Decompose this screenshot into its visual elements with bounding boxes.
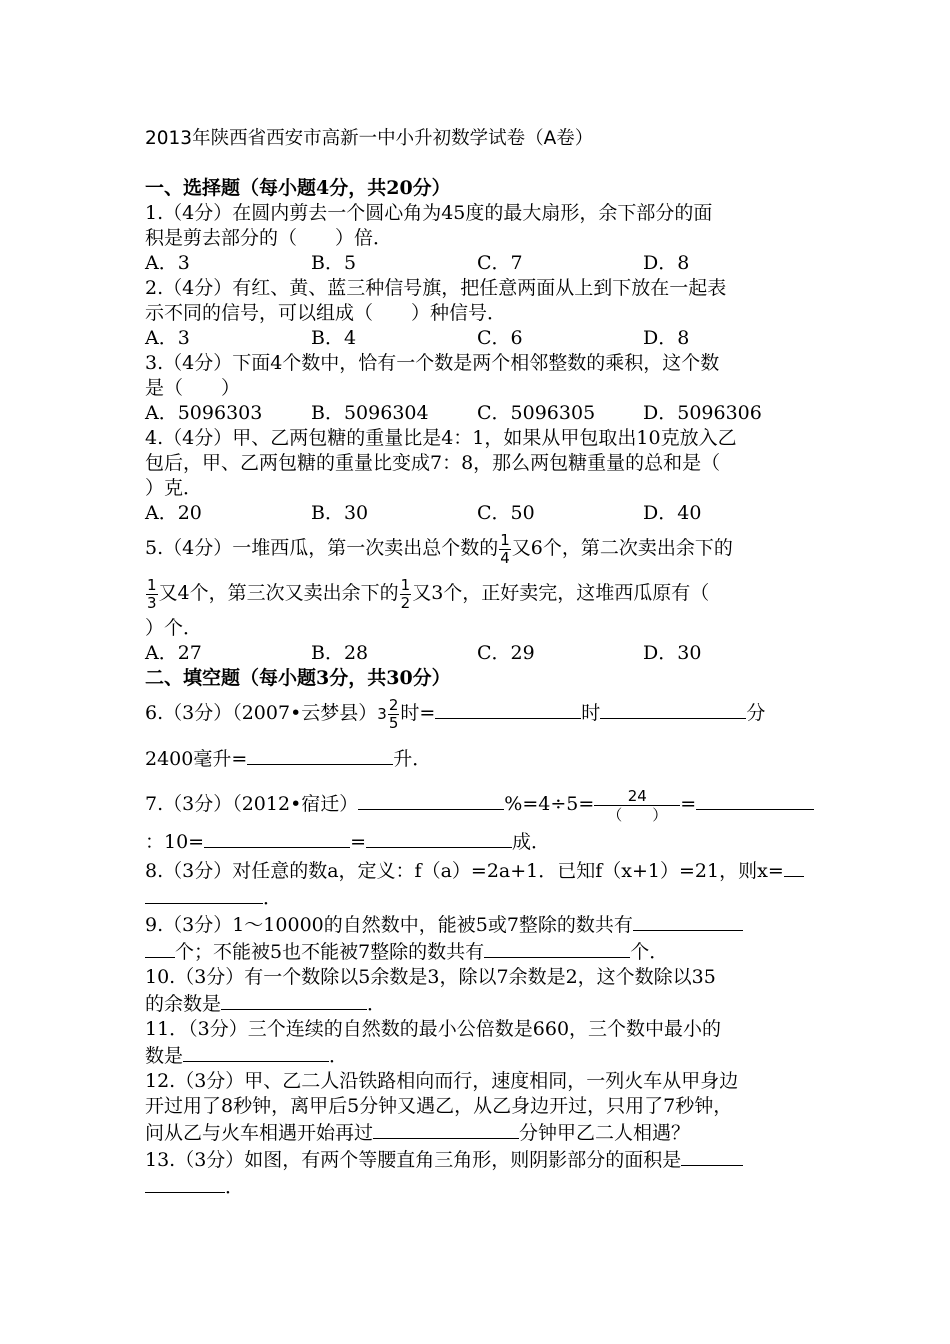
text-segment: ． (263, 887, 283, 909)
option-b: B．28 (311, 642, 369, 664)
page-title: 2013年陕西省西安市高新一中小升初数学试卷（A卷） (145, 128, 594, 149)
text-segment: 13.（3分）如图，有两个等腰直角三角形，则阴影部分的面积是 (145, 1149, 682, 1171)
question-text: 开过用了8秒钟，离甲后5分钟又遇乙，从乙身边开过，只用了7秒钟， (145, 1095, 733, 1117)
answer-blank[interactable] (204, 828, 350, 848)
text-segment: ． (225, 1176, 245, 1198)
question-text: ）个． (145, 617, 203, 639)
option-c: C．5096305 (477, 402, 596, 424)
options (145, 251, 815, 276)
denominator: 3 (147, 593, 157, 612)
exam-page (145, 118, 815, 1200)
question-text (145, 571, 815, 616)
question-text: 示不同的信号，可以组成（ ）种信号． (145, 302, 507, 324)
question-text (145, 827, 815, 857)
answer-blank[interactable] (183, 1042, 329, 1062)
text-segment: ． (329, 1045, 349, 1067)
question-text (145, 782, 815, 827)
text-segment: 又6个，第二次卖出余下的 (511, 537, 733, 559)
answer-blank[interactable] (696, 790, 814, 810)
text-segment: 成． (512, 831, 551, 853)
question-text: 10.（3分）有一个数除以5余数是3，除以7余数是2，这个数除以35 (145, 966, 716, 988)
question-10 (145, 965, 815, 1017)
answer-blank[interactable] (145, 884, 263, 904)
answer-blank[interactable] (145, 938, 175, 958)
text-segment: 2400毫升= (145, 748, 248, 770)
question-13 (145, 1146, 815, 1200)
question-text (145, 526, 815, 571)
option-d: D．5096306 (643, 402, 762, 424)
option-d: D．30 (643, 642, 702, 664)
question-12 (145, 1069, 815, 1146)
answer-blank[interactable] (221, 990, 367, 1010)
question-text: 积是剪去部分的（ ）倍． (145, 227, 393, 249)
option-b: B．5 (311, 252, 357, 274)
question-text: 包后，甲、乙两包糖的重量比变成7：8，那么两包糖重量的总和是（ (145, 452, 721, 474)
text-segment: 时 (581, 702, 601, 724)
question-text (145, 990, 815, 1017)
fraction-one-quarter (499, 532, 511, 567)
question-text: 11．（3分）三个连续的自然数的最小公倍数是660，三个数中最小的 (145, 1018, 722, 1040)
question-text: ）克． (145, 477, 203, 499)
text-segment: 分钟甲乙二人相遇？ (519, 1122, 691, 1144)
question-7 (145, 782, 815, 857)
section-choice-heading: 一、选择题（每小题4分，共20分） (145, 177, 451, 199)
question-text (145, 737, 815, 782)
fraction-two-fifths (388, 697, 400, 732)
question-text (145, 1146, 815, 1173)
options (145, 641, 815, 666)
answer-blank[interactable] (358, 790, 504, 810)
option-a: A．5096303 (145, 402, 263, 424)
question-text (145, 1173, 815, 1200)
text-segment: 7.（3分）（2012•宿迁） (145, 793, 359, 815)
text-segment: = (350, 831, 367, 853)
text-segment: = (680, 793, 697, 815)
text-segment: 问从乙与火车相遇开始再过 (145, 1122, 374, 1144)
text-segment: 的余数是 (145, 993, 222, 1015)
numerator: 24 (594, 787, 680, 806)
question-2 (145, 276, 815, 351)
question-text (145, 857, 815, 884)
numerator: 1 (500, 530, 510, 549)
text-segment: %=4÷5= (504, 793, 595, 815)
question-text (145, 691, 815, 737)
question-text: 12.（3分）甲、乙二人沿铁路相向而行，速度相同，一列火车从甲身边 (145, 1070, 739, 1092)
answer-blank[interactable] (435, 699, 581, 719)
options (145, 326, 815, 351)
option-d: D．40 (643, 502, 702, 524)
question-text: 3.（4分）下面4个数中，恰有一个数是两个相邻整数的乘积，这个数 (145, 352, 720, 374)
answer-blank[interactable] (600, 699, 746, 719)
question-3 (145, 351, 815, 426)
option-a: A．3 (145, 327, 190, 349)
text-segment: 9.（3分）1～10000的自然数中，能被5或7整除的数共有 (145, 914, 633, 936)
option-b: B．4 (311, 327, 357, 349)
option-a: A．20 (145, 502, 202, 524)
fraction-24-over-blank (594, 787, 680, 824)
option-c: C．6 (477, 327, 523, 349)
text-segment: 又3个，正好卖完，这堆西瓜原有（ (412, 582, 710, 604)
answer-blank[interactable] (145, 1173, 225, 1193)
text-segment: ． (367, 993, 387, 1015)
question-9 (145, 911, 815, 965)
fraction-one-third (146, 577, 158, 612)
option-c: C．50 (477, 502, 535, 524)
question-8 (145, 857, 815, 911)
question-text (145, 1042, 815, 1069)
numerator: 1 (400, 575, 411, 594)
question-text: 1.（4分）在圆内剪去一个圆心角为45度的最大扇形，余下部分的面 (145, 202, 713, 224)
options (145, 501, 815, 526)
question-text (145, 884, 815, 911)
text-segment: 5.（4分）一堆西瓜，第一次卖出总个数的 (145, 537, 499, 559)
answer-blank[interactable] (373, 1119, 519, 1139)
option-a: A．27 (145, 642, 202, 664)
option-b: B．5096304 (311, 402, 429, 424)
option-a: A．3 (145, 252, 190, 274)
numerator: 1 (147, 575, 157, 594)
question-5 (145, 526, 815, 666)
answer-blank[interactable] (247, 745, 393, 765)
text-segment: 升． (393, 748, 432, 770)
answer-blank[interactable] (484, 938, 630, 958)
text-segment: 6.（3分）（2007•云梦县） (145, 702, 378, 724)
text-segment: 又4个，第三次又卖出余下的 (158, 582, 399, 604)
answer-blank[interactable] (366, 828, 512, 848)
denominator: （ ） (607, 805, 668, 824)
question-text (145, 1119, 815, 1146)
text-segment: 个；不能被5也不能被7整除的数共有 (175, 941, 485, 963)
question-text: 4.（4分）甲、乙两包糖的重量比是4：1，如果从甲包取出10克放入乙 (145, 427, 737, 449)
option-d: D．8 (643, 327, 690, 349)
mixed-whole: 3 (377, 705, 387, 723)
question-text (145, 938, 815, 965)
section-fill-heading: 二、填空题（每小题3分，共30分） (145, 667, 451, 689)
question-1 (145, 201, 815, 276)
denominator: 2 (400, 593, 411, 612)
option-b: B．30 (311, 502, 369, 524)
text-segment: ：10= (145, 831, 205, 853)
text-segment: 个． (630, 941, 669, 963)
denominator: 4 (500, 548, 510, 567)
question-6 (145, 691, 815, 782)
option-d: D．8 (643, 252, 690, 274)
numerator: 2 (388, 695, 399, 714)
answer-blank[interactable] (681, 1146, 743, 1166)
question-text (145, 911, 815, 938)
answer-blank[interactable] (784, 857, 804, 877)
options (145, 401, 815, 426)
text-segment: 数是 (145, 1045, 184, 1067)
question-text: 2.（4分）有红、黄、蓝三种信号旗，把任意两面从上到下放在一起表 (145, 277, 727, 299)
question-11 (145, 1017, 815, 1069)
option-c: C．7 (477, 252, 523, 274)
fraction-one-half (400, 577, 412, 612)
text-segment: 8.（3分）对任意的数a，定义：f（a）=2a+1．已知f（x+1）=21，则x= (145, 860, 784, 882)
question-4 (145, 426, 815, 526)
text-segment: 分 (746, 702, 766, 724)
question-text: 是（ ） (145, 377, 241, 399)
text-segment: 时= (400, 702, 436, 724)
answer-blank[interactable] (633, 911, 743, 931)
denominator: 5 (388, 713, 399, 732)
option-c: C．29 (477, 642, 535, 664)
